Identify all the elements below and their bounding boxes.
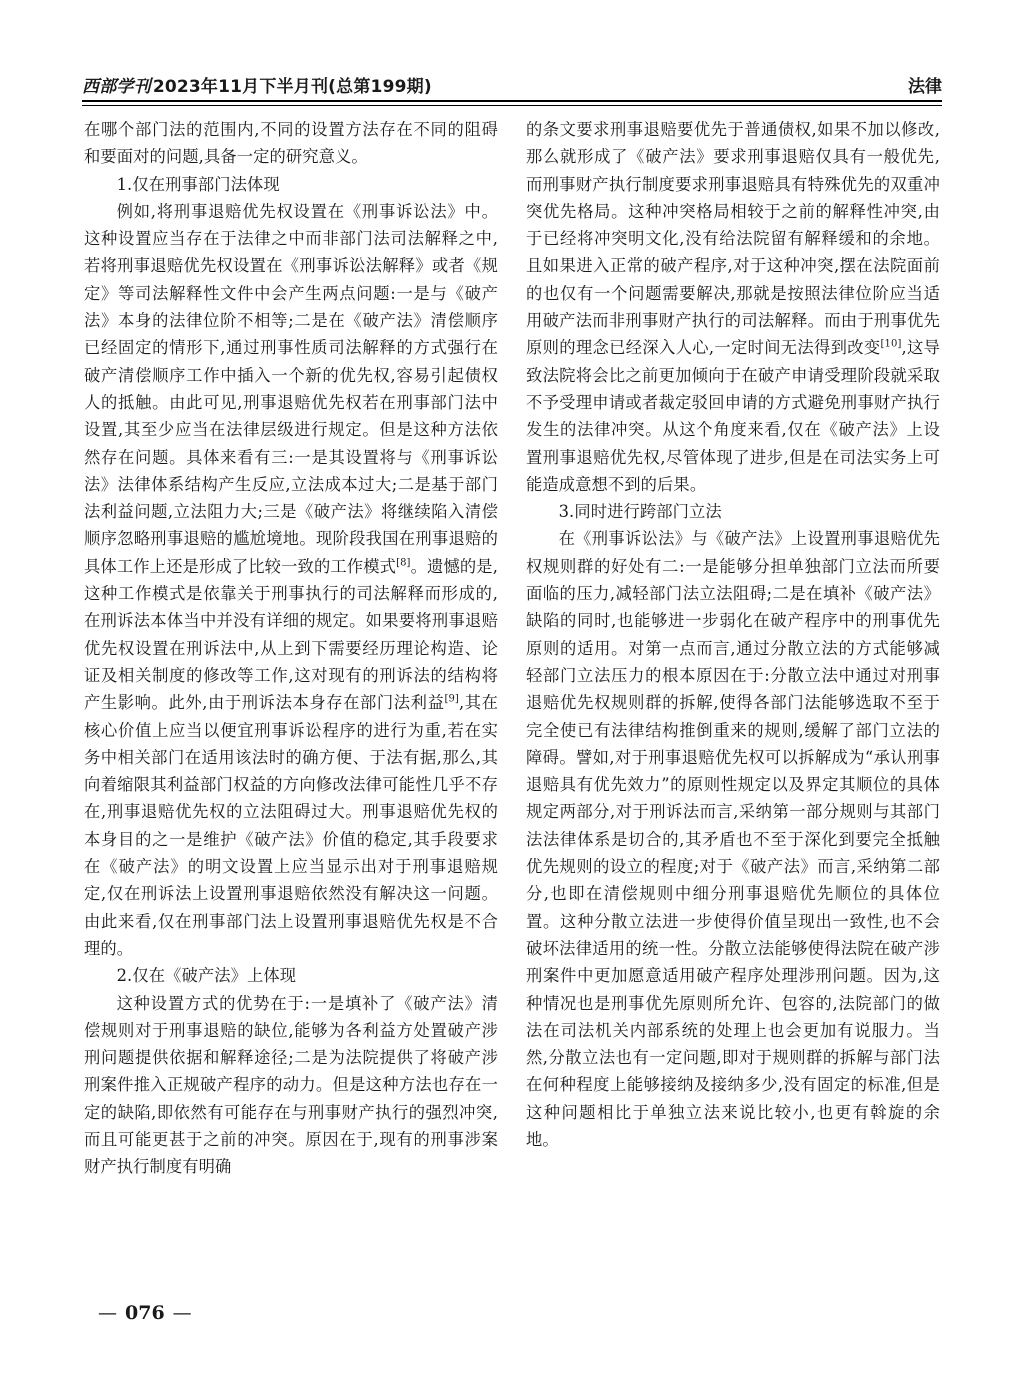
paragraph: 这种设置方式的优势在于:一是填补了《破产法》清偿规则对于刑事退赔的缺位,能够为各利益方处置破产涉刑问题提供依据和解释途径;二是为法院提供了将破产涉刑案件推入正规破产程序的动力。但是这种方法也存在一定的缺陷,即依然有可能存在与刑事财产执行的强烈冲突,而且可能更甚于之前的冲突。原因在于,现有的刑事涉案财产执行制度有明确 (84, 993, 498, 1177)
paragraph-text: 的条文要求刑事退赔要优先于普通债权,如果不加以修改,那么就形成了《破产法》要求刑事退赔仅具有一般优先,而刑事财产执行制度要求刑事退赔具有特殊优先的双重冲突优先格局。这种冲突格局相较于之前的解释性冲突,由于已经将冲突明文化,没有给法院留有解释缓和的余地。且如果进入正常的破产程序,对于这种冲突,摆在法院面前的也仅有一个问题需要解决,那就是按照法律位阶应当适用破产法而非刑事财产执行的司法解释。而由于刑事优先原则的理念已经深入人心,一定时间无法得到改变 (526, 120, 940, 358)
page-header (82, 66, 942, 102)
section-title: 法律 (908, 77, 942, 97)
subsection-heading: 2.仅在《破产法》上体现 (116, 966, 297, 986)
page-footer (90, 1302, 200, 1324)
paragraph-text: ,这导致法院将会比之前更加倾向于在破产申请受理阶段就采取不予受理申请或者裁定驳回申请的方式避免刑事财产执行发生的法律冲突。从这个角度来看,仅在《破产法》上设置刑事退赔优先权,尽管体现了进步,但是在司法实务上可能造成意想不到的后果。 (526, 338, 940, 494)
subsection-heading: 3.同时进行跨部门立法 (558, 502, 722, 522)
right-column (526, 116, 940, 1153)
paragraph-text: 例如,将刑事退赔优先权设置在《刑事诉讼法》中。这种设置应当存在于法律之中而非部门法司法解释之中,若将刑事退赔优先权设置在《刑事诉讼法解释》或者《规定》等司法解释性文件中会产生两点问题:一是与《破产法》本身的法律位阶不相等;二是在《破产法》清偿顺序已经固定的情形下,通过刑事性质司法解释的方式强行在破产清偿顺序工作中插入一个新的优先权,容易引起债权人的抵触。由此可见,刑事退赔优先权若在刑事部门法中设置,其至少应当在法律层级进行规定。但是这种方法依然存在问题。具体来看有三:一是其设置将与《刑事诉讼法》法律体系结构产生反应,立法成本过大;二是基于部门法利益问题,立法阻力大;三是《破产法》将继续陷入清偿顺序忽略刑事退赔的尴尬境地。现阶段我国在刑事退赔的具体工作上还是形成了比较一致的工作模式 (84, 201, 498, 576)
subsection-heading: 1.仅在刑事部门法体现 (116, 174, 280, 194)
page-number: 076 (125, 1302, 165, 1324)
citation-ref: [8] (396, 557, 411, 569)
journal-issue: 2023年11月下半月刊(总第199期) (152, 77, 432, 97)
journal-logo: 西部学刊 (82, 77, 151, 97)
paragraph (526, 116, 940, 498)
journal-title (82, 72, 432, 97)
header-rule-thick (82, 100, 942, 102)
paragraph: 在哪个部门法的范围内,不同的设置方法存在不同的阻碍和要面对的问题,具备一定的研究意义。 (84, 120, 498, 167)
header-rule-thin (82, 105, 942, 106)
paragraph (84, 198, 498, 962)
left-column (84, 116, 498, 1181)
footer-dash: — (98, 1302, 117, 1324)
paragraph-text: 。遗憾的是,这种工作模式是依靠关于刑事执行的司法解释而形成的,在刑诉法本体当中并没有详细的规定。如果要将刑事退赔优先权设置在刑诉法中,从上到下需要经历理论构造、论证及相关制度的修改等工作,这对现有的刑诉法的结构将产生影响。此外,由于刑诉法本身存在部门法利益 (84, 556, 498, 713)
paragraph: 在《刑事诉讼法》与《破产法》上设置刑事退赔优先权规则群的好处有二:一是能够分担单独部门立法而所要面临的压力,减轻部门法立法阻碍;二是在填补《破产法》缺陷的同时,也能够进一步弱化在破产程序中的刑事优先原则的适用。对第一点而言,通过分散立法的方式能够减轻部门立法压力的根本原因在于:分散立法中通过对刑事退赔优先权规则群的拆解,使得各部门法能够选取不至于完全使已有法律结构推倒重来的规则,缓解了部门立法的障碍。譬如,对于刑事退赔优先权可以拆解成为“承认刑事退赔具有优先效力”的原则性规定以及界定其顺位的具体规定两部分,对于刑诉法而言,采纳第一部分规则与其部门法法律体系是切合的,其矛盾也不至于深化到要完全抵触优先规则的设立的程度;对于《破产法》而言,采纳第二部分,也即在清偿规则中细分刑事退赔优先顺位的具体位置。这种分散立法进一步使得价值呈现出一致性,也不会破坏法律适用的统一性。分散立法能够使得法院在破产涉刑案件中更加愿意适用破产程序处理涉刑问题。因为,这种情况也是刑事优先原则所允许、包容的,法院部门的做法在司法机关内部系统的处理上也会更加有说服力。当然,分散立法也有一定问题,即对于规则群的拆解与部门法在何种程度上能够接纳及接纳多少,没有固定的标准,但是这种问题相比于单独立法来说比较小,也更有斡旋的余地。 (526, 529, 940, 1149)
citation-ref: [9] (444, 693, 459, 705)
footer-dash: — (172, 1302, 192, 1324)
paragraph-text: ,其在核心价值上应当以便宜刑事诉讼程序的进行为重,若在实务中相关部门在适用该法时的确方便、于法有据,那么,其向着缩限其利益部门权益的方向修改法律可能性几乎不存在,刑事退赔优先权的立法阻碍过大。刑事退赔优先权的本身目的之一是维护《破产法》价值的稳定,其手段要求在《破产法》的明文设置上应当显示出对于刑事退赔规定,仅在刑诉法上设置刑事退赔依然没有解决这一问题。由此来看,仅在刑事部门法上设置刑事退赔优先权是不合理的。 (84, 693, 498, 958)
citation-ref: [10] (880, 338, 902, 350)
